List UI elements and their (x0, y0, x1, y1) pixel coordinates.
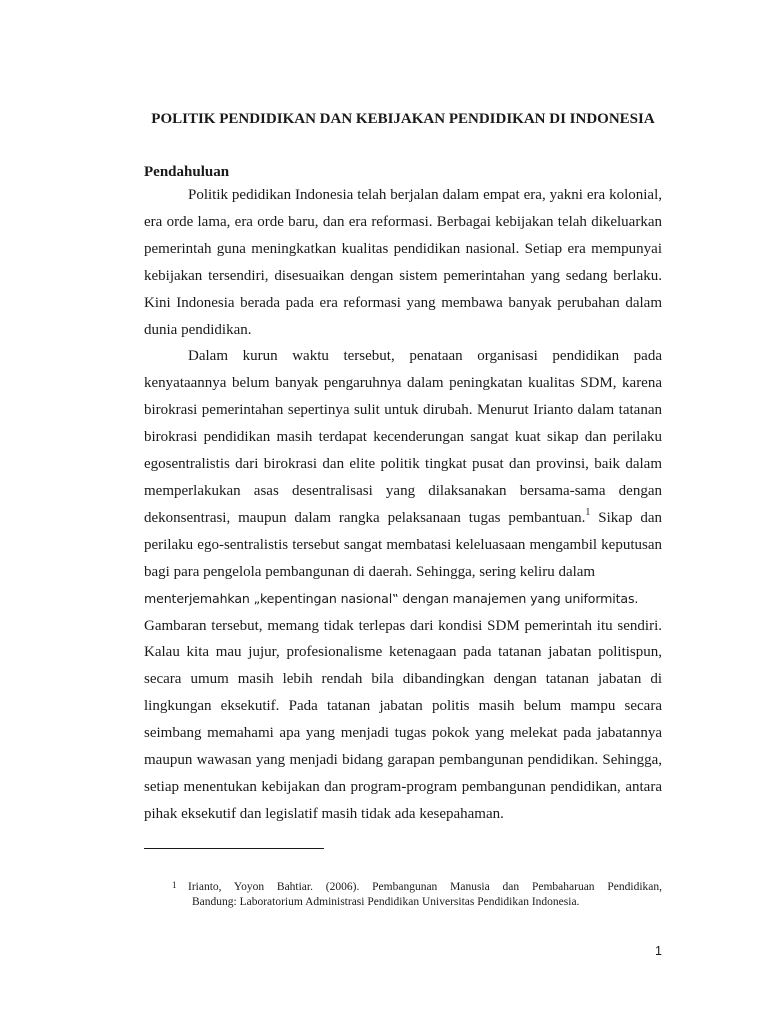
page-number: 1 (655, 944, 662, 958)
paragraph-2-sans-line: menterjemahkan „kepentingan nasional‟ dengan manajemen yang uniformitas. (144, 590, 639, 606)
paragraph-3: Gambaran tersebut, memang tidak terlepas dari kondisi SDM pemerintah itu sendiri. Kalau kita mau jujur, profesionalisme ketenagaan pada tatanan jabatan politispun, secara umum masih lebih rendah bila dibandingkan dengan tatanan jabatan di lingkungan eksekutif. Pada tatanan jabatan politis masih belum mampu secara seimbang memahami apa yang menjadi tugas pokok yang melekat pada jabatannya maupun wawasan yang menjadi bidang garapan pembangunan pendidikan. Sehingga, setiap menentukan kebijakan dan program-program pembangunan pendidikan, antara pihak eksekutif dan legislatif masih tidak ada kesepahaman. (144, 617, 662, 822)
paragraph-1: Politik pedidikan Indonesia telah berjalan dalam empat era, yakni era kolonial, era orde lama, era orde baru, dan era reformasi. Berbagai kebijakan telah dikeluarkan pemerintah guna meningkatkan kualitas pendidikan nasional. Setiap era mempunyai kebijakan tersendiri, disesuaikan dengan sistem pemerintahan yang sedang berlaku. Kini Indonesia berada pada era reformasi yang membawa banyak perubahan dalam dunia pendidikan. (144, 187, 662, 338)
footnote-line-2: Bandung: Laboratorium Administrasi Pendidikan Universitas Pendidikan Indonesia. (192, 896, 580, 908)
footnote-number: 1 (172, 880, 177, 890)
paragraph-2-last-line (144, 586, 662, 613)
footnote (172, 880, 662, 910)
paragraph-2-text: Dalam kurun waktu tersebut, penataan organisasi pendidikan pada kenyataannya belum banyak pengaruhnya dalam peningkatan kualitas SDM, karena birokrasi pemerintahan sepertinya sulit untuk dirubah. Menurut Irianto dalam tatanan birokrasi pendidikan masih terdapat kecenderungan sangat kuat sikap dan perilaku egosentralistis dari birokrasi dan elite politik tingkat pusat dan provinsi, baik dalam memperlakukan asas desentralisasi yang dilaksanakan bersama-sama dengan dekonsentrasi, maupun dalam rangka pelaksanaan tugas pembantuan. (144, 348, 662, 526)
body-text (144, 182, 662, 828)
paragraph-2-continuation: Sikap dan perilaku ego-sentralistis tersebut sangat membatasi keleluasaan mengambil keputusan bagi para pengelola pembangunan di daerah. Sehingga, sering keliru dalam (144, 509, 663, 580)
footnote-marker: 1 (585, 506, 591, 518)
footnote-line-1: Irianto, Yoyon Bahtiar. (2006). Pembangunan Manusia dan Pembaharuan Pendidikan, (188, 881, 662, 893)
footnote-divider (144, 848, 324, 849)
document-title: POLITIK PENDIDIKAN DAN KEBIJAKAN PENDIDIKAN DI INDONESIA (151, 111, 655, 127)
paragraph-2 (144, 343, 662, 585)
section-heading: Pendahuluan (144, 164, 230, 180)
